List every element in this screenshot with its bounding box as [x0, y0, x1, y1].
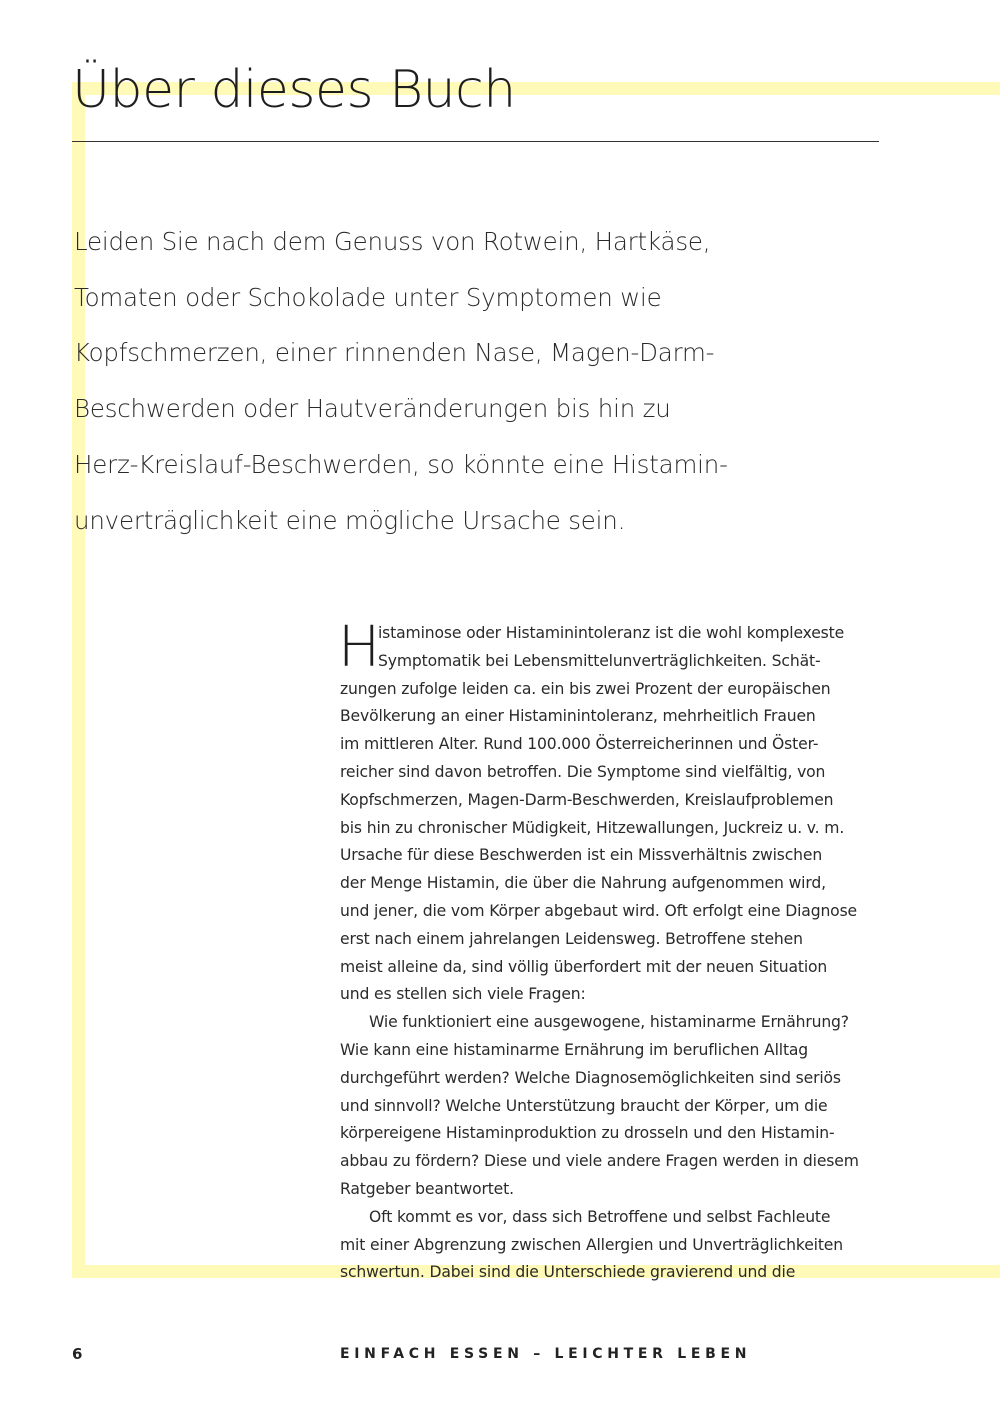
intro-paragraph — [74, 214, 794, 548]
body-line: der Menge Histamin, die über die Nahrung aufgenommen wird, — [340, 874, 826, 893]
title-divider — [72, 141, 879, 142]
body-text — [338, 615, 885, 1287]
body-line: schwertun. Dabei sind die Unterschiede gravierend und die — [340, 1263, 796, 1282]
body-line: Bevölkerung an einer Histaminintoleranz, mehrheitlich Frauen — [340, 707, 816, 726]
body-line: erst nach einem jahrelangen Leidensweg. Betroffene stehen — [340, 929, 803, 948]
body-line: durchgeführt werden? Welche Diagnosemöglichkeiten sind seriös — [340, 1068, 841, 1087]
intro-line: Beschwerden oder Hautveränderungen bis hin zu — [74, 394, 671, 424]
page-number: 6 — [72, 1345, 83, 1363]
body-line: meist alleine da, sind völlig überfordert mit der neuen Situation — [340, 957, 828, 976]
intro-line: Kopfschmerzen, einer rinnenden Nase, Magen-Darm- — [74, 338, 715, 368]
body-line: körpereigene Histaminproduktion zu drosseln und den Histamin- — [340, 1124, 835, 1143]
body-line: Symptomatik bei Lebensmittelunverträglichkeiten. Schät- — [378, 651, 821, 670]
running-footer-title: EINFACH ESSEN – LEICHTER LEBEN — [340, 1346, 752, 1362]
body-line: und sinnvoll? Welche Unterstützung braucht der Körper, um die — [340, 1096, 828, 1115]
intro-line: unverträglichkeit eine mögliche Ursache sein. — [74, 505, 626, 535]
body-line: und jener, die vom Körper abgebaut wird. Oft erfolgt eine Diagnose — [340, 901, 857, 920]
intro-line: Leiden Sie nach dem Genuss von Rotwein, Hartkäse, — [74, 227, 711, 256]
body-line: Oft kommt es vor, dass sich Betroffene und selbst Fachleute — [369, 1207, 831, 1226]
body-line: im mittleren Alter. Rund 100.000 Österreicherinnen und Öster- — [340, 735, 819, 754]
intro-line: Tomaten oder Schokolade unter Symptomen wie — [74, 282, 662, 312]
body-line: Kopfschmerzen, Magen-Darm-Beschwerden, Kreislaufproblemen — [340, 790, 834, 809]
body-line: Ursache für diese Beschwerden ist ein Missverhältnis zwischen — [340, 846, 823, 865]
body-line: mit einer Abgrenzung zwischen Allergien und Unverträglichkeiten — [340, 1235, 843, 1254]
body-line: und es stellen sich viele Fragen: — [340, 985, 586, 1004]
page-title: Über dieses Buch — [72, 60, 516, 120]
body-line: bis hin zu chronischer Müdigkeit, Hitzewallungen, Juckreiz u. v. m. — [340, 818, 845, 837]
body-line: Wie funktioniert eine ausgewogene, histaminarme Ernährung? — [369, 1013, 849, 1032]
body-line: abbau zu fördern? Diese und viele andere Fragen werden in diesem — [340, 1152, 859, 1171]
drop-cap: H — [338, 615, 381, 680]
body-line: Wie kann eine histaminarme Ernährung im beruflichen Alltag — [340, 1040, 809, 1059]
intro-line: Herz-Kreislauf-Beschwerden, so könnte eine Histamin- — [74, 449, 728, 479]
body-line: reicher sind davon betroffen. Die Symptome sind vielfältig, von — [340, 762, 826, 781]
body-line: istaminose oder Histaminintoleranz ist die wohl komplexeste — [378, 624, 845, 642]
body-line: zungen zufolge leiden ca. ein bis zwei Prozent der europäischen — [340, 679, 831, 698]
body-line: Ratgeber beantwortet. — [340, 1179, 514, 1198]
